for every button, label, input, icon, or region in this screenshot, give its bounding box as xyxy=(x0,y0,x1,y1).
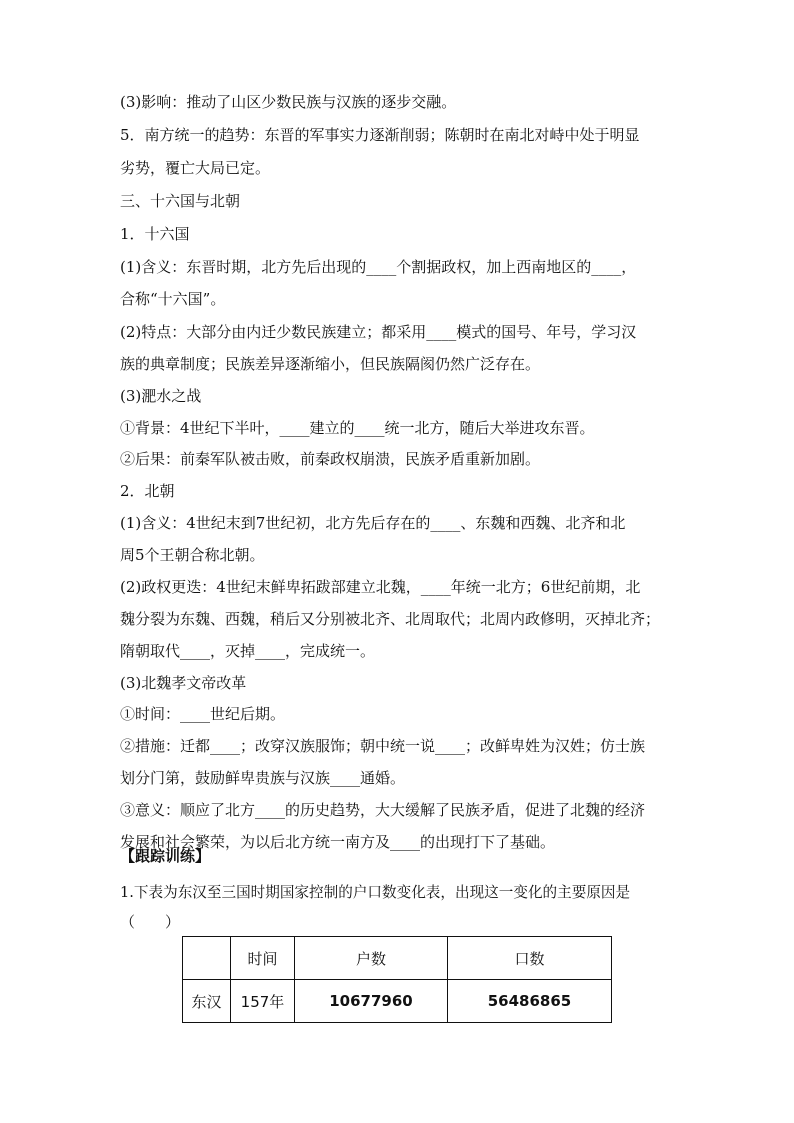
text-line: (2)特点：大部分由内迁少数民族建立；都采用____模式的国号、年号，学习汉 xyxy=(120,323,637,341)
text-line: (1)含义：4世纪末到7世纪初，北方先后存在的____、东魏和西魏、北齐和北 xyxy=(120,514,626,532)
table-header-cell: 户数 xyxy=(295,937,448,980)
text-line: ①时间：____世纪后期。 xyxy=(120,705,286,723)
text-line: ②措施：迁都____；改穿汉族服饰；朝中统一说____；改鲜卑姓为汉姓；仿士族 xyxy=(120,737,646,755)
text-line: ②后果：前秦军队被击败，前秦政权崩溃，民族矛盾重新加剧。 xyxy=(120,450,541,468)
text-line: 划分门第，鼓励鲜卑贵族与汉族____通婚。 xyxy=(120,769,406,787)
table-cell: 东汉 xyxy=(183,980,231,1023)
text-line: (2)政权更迭：4世纪末鲜卑拓跋部建立北魏，____年统一北方；6世纪前期，北 xyxy=(120,578,641,596)
text-line: (3)淝水之战 xyxy=(120,387,202,405)
table-row xyxy=(183,980,612,1023)
question-answer-brackets: （ ） xyxy=(120,913,181,931)
text-line: (3)北魏孝文帝改革 xyxy=(120,674,247,692)
section-heading: 【跟踪训练】 xyxy=(120,847,211,865)
question-text: 1.下表为东汉至三国时期国家控制的户口数变化表，出现这一变化的主要原因是 xyxy=(120,884,631,901)
text-line: 2．北朝 xyxy=(120,482,175,500)
table-header-row xyxy=(183,937,612,980)
text-line: 劣势，覆亡大局已定。 xyxy=(120,159,271,177)
table-header-cell xyxy=(183,937,231,980)
text-line: 1．十六国 xyxy=(120,225,190,243)
text-line: ③意义：顺应了北方____的历史趋势，大大缓解了民族矛盾，促进了北魏的经济 xyxy=(120,801,646,819)
text-line: 发展和社会繁荣，为以后北方统一南方及____的出现打下了基础。 xyxy=(120,833,556,851)
text-line: (1)含义：东晋时期，北方先后出现的____个割据政权，加上西南地区的____， xyxy=(120,258,637,276)
table-header-cell: 时间 xyxy=(231,937,295,980)
table-cell: 10677960 xyxy=(295,980,448,1023)
table-header-cell: 口数 xyxy=(448,937,612,980)
text-line: ①背景：4世纪下半叶，____建立的____统一北方，随后大举进攻东晋。 xyxy=(120,419,595,437)
text-line: 周5个王朝合称北朝。 xyxy=(120,546,265,564)
text-line: 三、十六国与北朝 xyxy=(120,192,241,210)
text-line: 合称“十六国”。 xyxy=(120,290,226,308)
text-line: 5．南方统一的趋势：东晋的军事实力逐渐削弱；陈朝时在南北对峙中处于明显 xyxy=(120,126,640,144)
text-line: 隋朝取代____，灭掉____，完成统一。 xyxy=(120,642,376,660)
table-cell: 56486865 xyxy=(448,980,612,1023)
text-line: 魏分裂为东魏、西魏，稍后又分别被北齐、北周取代；北周内政修明，灭掉北齐； xyxy=(120,610,661,628)
text-line: 族的典章制度；民族差异逐渐缩小，但民族隔阂仍然广泛存在。 xyxy=(120,355,541,373)
text-line: (3)影响：推动了山区少数民族与汉族的逐步交融。 xyxy=(120,93,457,111)
household-population-table xyxy=(182,936,612,1023)
table-cell: 157年 xyxy=(231,980,295,1023)
